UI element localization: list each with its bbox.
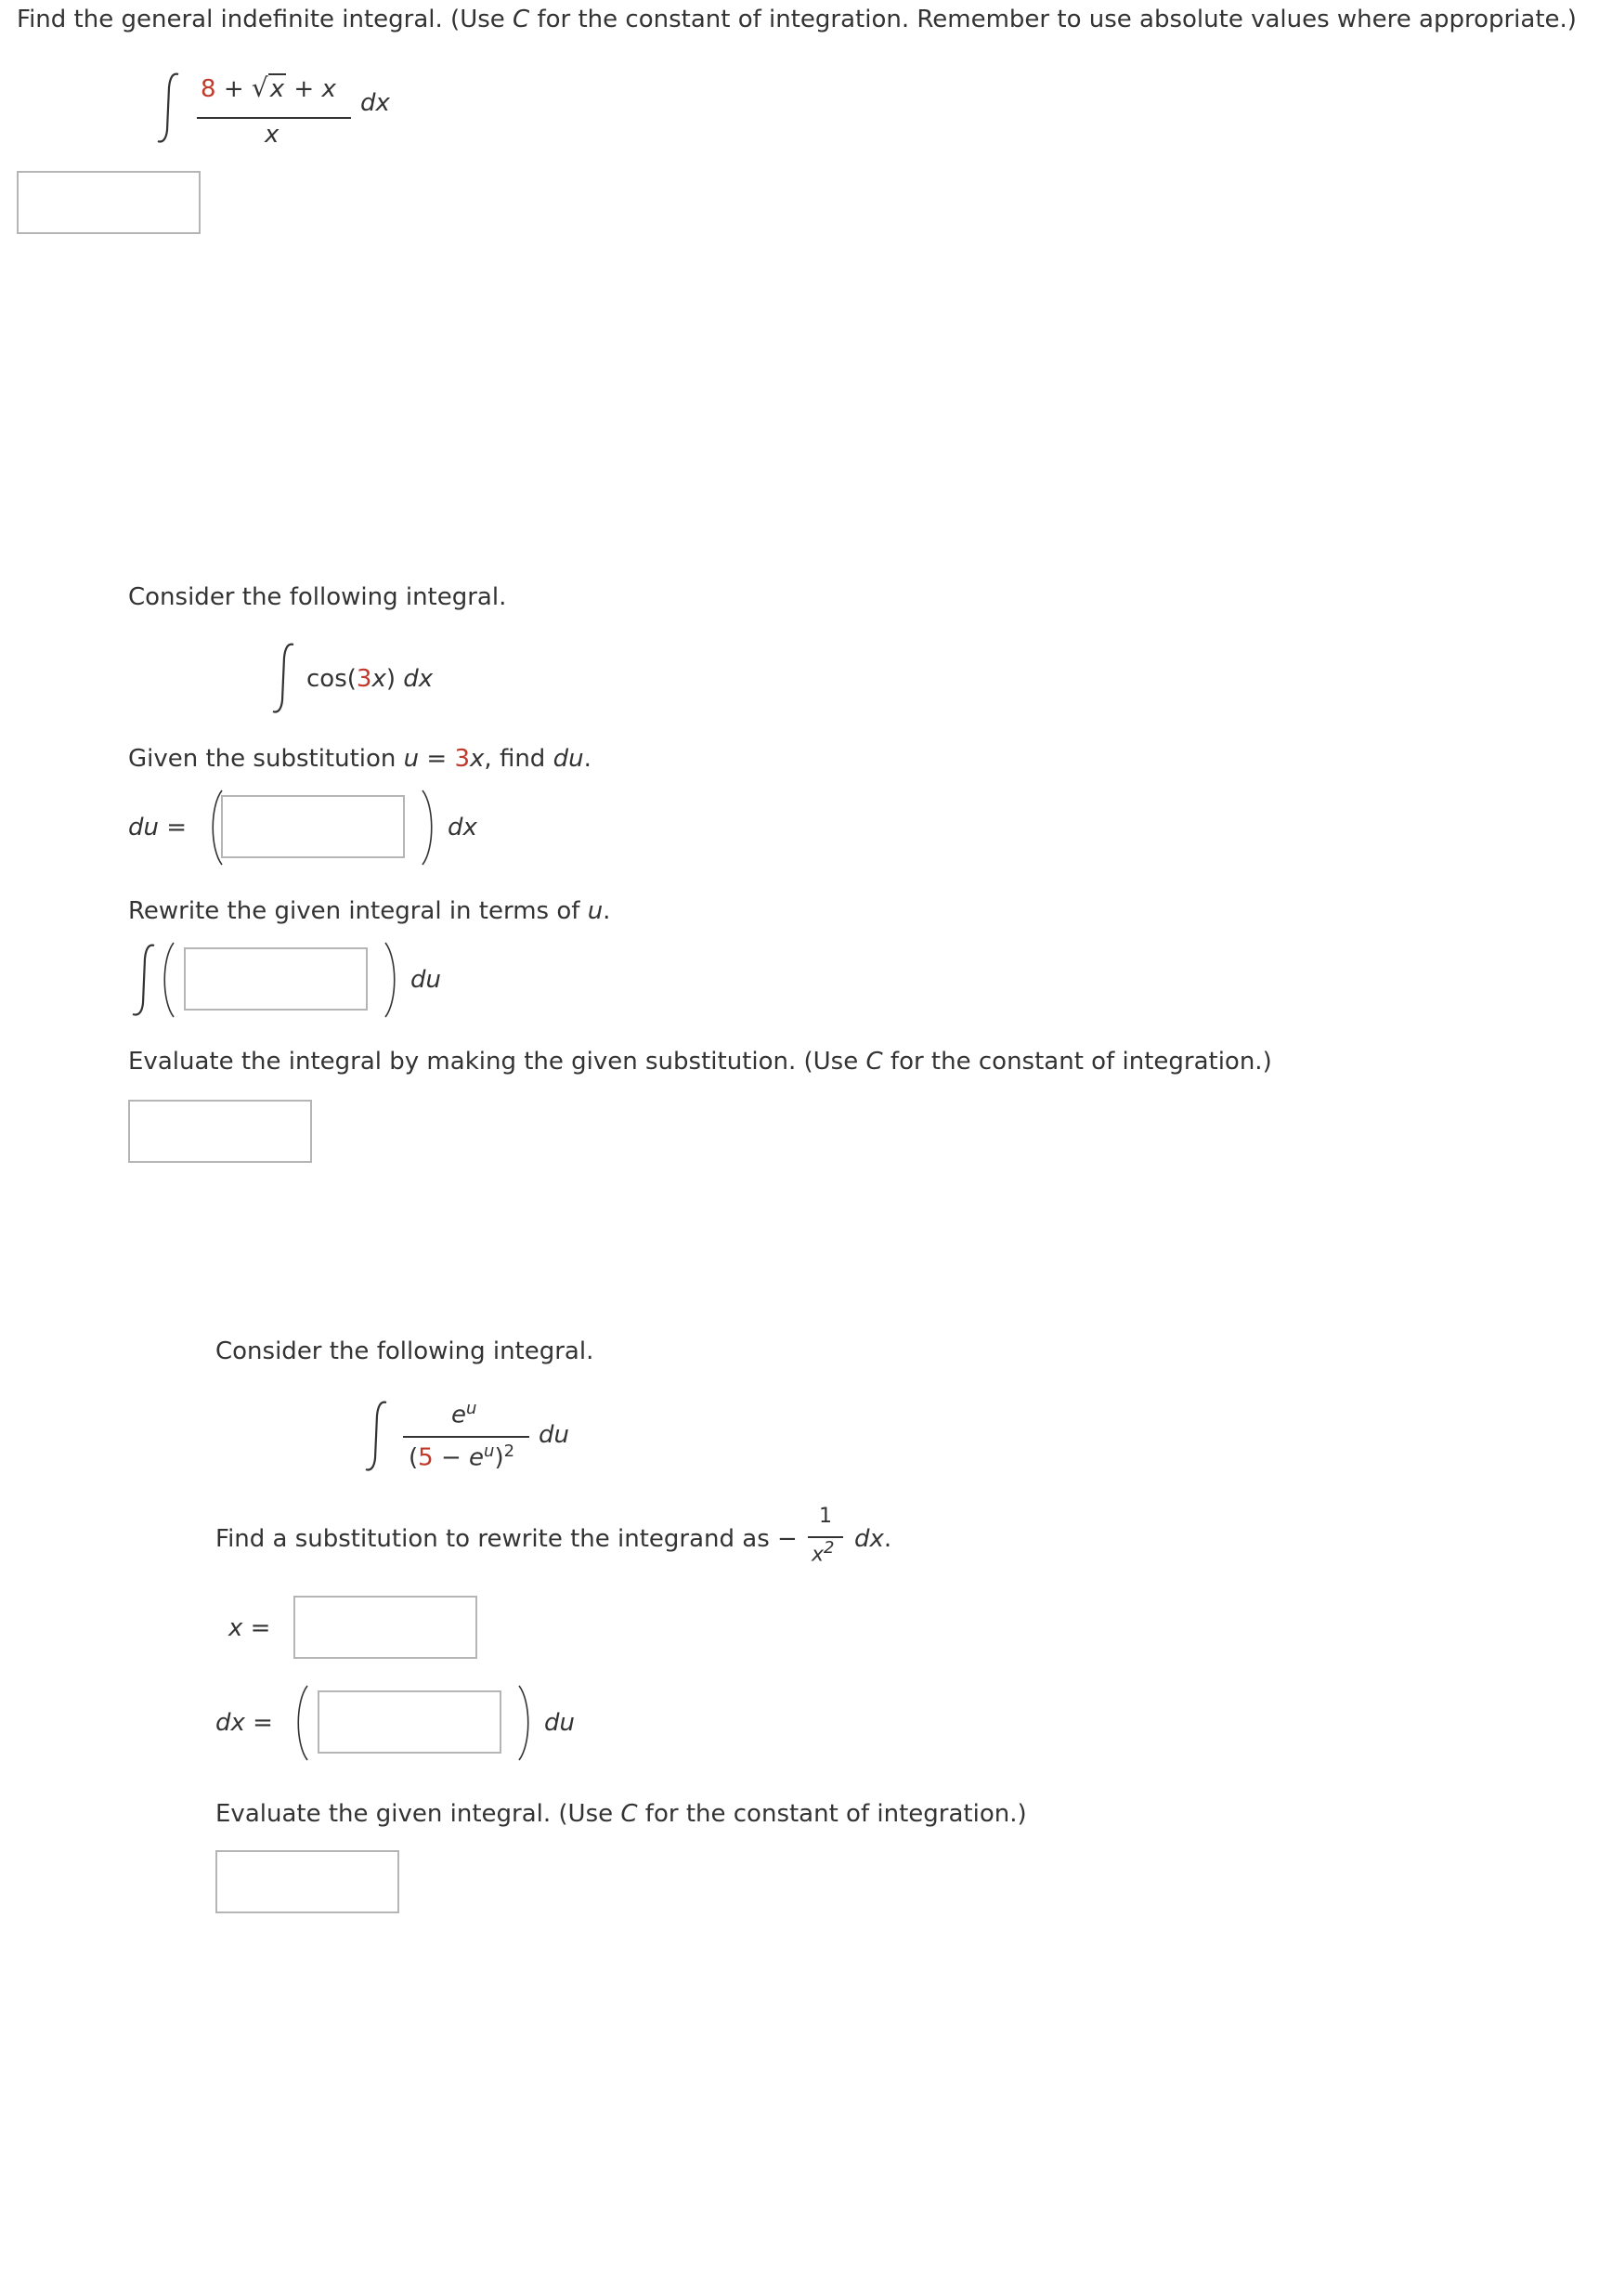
q2-dx: dx [403, 665, 434, 693]
q2-du-equation-label [128, 814, 187, 841]
q3-evaluate-c: C [620, 1800, 638, 1828]
q3-dx-label [215, 1709, 273, 1737]
q3-x-input[interactable] [293, 1596, 477, 1659]
q3-integral-sign [362, 1399, 392, 1473]
q2-sub-coef: 3 [454, 745, 471, 773]
q2-period: . [583, 745, 592, 773]
q2-evaluate-post: for the constant of integration.) [882, 1048, 1272, 1076]
q1-answer-input[interactable] [17, 171, 201, 234]
q3-den-power: 2 [503, 1442, 515, 1461]
q2-integrand [306, 665, 433, 693]
q3-x-var: x [228, 1614, 243, 1642]
q3-evaluate-pre: Evaluate the given integral. (Use [215, 1800, 621, 1828]
q2-du-label: du [552, 745, 584, 773]
q3-dx-input[interactable] [318, 1690, 501, 1754]
q3-den-minus: − [440, 1443, 462, 1472]
right-paren-icon [516, 1683, 533, 1763]
q2-intro: Consider the following integral. [128, 583, 507, 611]
q3-denominator [409, 1442, 514, 1472]
q1-instruction-c: C [513, 6, 530, 33]
q2-coef: 3 [356, 665, 372, 693]
q3-dx-eq: = [253, 1709, 273, 1737]
q3-den-open: ( [409, 1443, 419, 1472]
q1-plus2: + [293, 75, 315, 103]
q2-evaluate-line [128, 1048, 1272, 1076]
q1-instruction-post: for the constant of integration. Remember to use absolute values where appropriate.) [529, 6, 1577, 33]
q2-du-dx: dx [448, 814, 477, 841]
q3-den-close: ) [494, 1443, 504, 1472]
q2-sub-var: x [470, 745, 485, 773]
q2-close: ) [385, 665, 396, 693]
q2-evaluate-input[interactable] [128, 1100, 312, 1163]
q2-given-text: Given the substitution [128, 745, 404, 773]
q2-given-tail: , find [484, 745, 553, 773]
q2-du-eq-label: du [128, 814, 159, 841]
q1-num-const: 8 [201, 75, 216, 103]
q1-fraction-bar [197, 117, 351, 119]
q3-fraction-bar [403, 1436, 529, 1438]
q3-num-exp: u [466, 1399, 477, 1418]
q3-dx-var: dx [215, 1709, 245, 1737]
q2-given-line [128, 745, 592, 773]
right-paren-icon [383, 940, 399, 1020]
q1-denominator: x [265, 121, 280, 149]
q3-x-label [228, 1614, 270, 1642]
q3-den-const: 5 [418, 1443, 434, 1472]
q3-den-base: e [469, 1443, 485, 1472]
q3-intro: Consider the following integral. [215, 1337, 594, 1365]
q3-evaluate-post: for the constant of integration.) [637, 1800, 1027, 1828]
q2-rewrite-text: Rewrite the given integral in terms of [128, 897, 588, 925]
q3-frac-dx [854, 1525, 891, 1553]
q2-equals: = [426, 745, 448, 773]
q1-instruction [17, 6, 1577, 33]
q3-frac-den-base: x [812, 1543, 825, 1567]
q2-integral-sign [269, 641, 299, 715]
q2-rewrite-line [128, 897, 610, 925]
q2-du-eq-sign: = [166, 814, 188, 841]
q1-plus1: + [223, 75, 244, 103]
q3-evaluate-line [215, 1800, 1027, 1828]
q2-var: x [371, 665, 386, 693]
q3-frac-den-exp: 2 [824, 1538, 835, 1558]
left-paren-icon [293, 1683, 310, 1763]
q3-den-exp: u [484, 1442, 495, 1461]
q3-du: du [539, 1421, 569, 1449]
q3-frac-period: . [883, 1525, 892, 1553]
q2-du-input[interactable] [221, 795, 405, 858]
q2-rewrite-period: . [603, 897, 611, 925]
q2-evaluate-c: C [865, 1048, 883, 1076]
q3-frac-num: 1 [819, 1505, 832, 1528]
q3-x-eq: = [250, 1614, 271, 1642]
q2-u: u [403, 745, 420, 773]
q3-frac-dx-label: dx [854, 1525, 884, 1553]
q1-instruction-pre: Find the general indefinite integral. (Use [17, 6, 514, 33]
q1-num-var: x [321, 75, 336, 103]
sqrt-symbol: √ [251, 72, 268, 103]
q1-dx: dx [360, 89, 390, 117]
q3-numerator [451, 1399, 476, 1429]
q3-find-text: Find a substitution to rewrite the integrand as − [215, 1525, 798, 1553]
q1-numerator [201, 72, 336, 103]
q2-rewrite-du: du [410, 966, 441, 994]
q1-sqrt-var: x [269, 75, 285, 103]
q2-rewrite-integral-sign [128, 942, 160, 1018]
right-paren-icon [420, 788, 436, 868]
q2-rewrite-var: u [587, 897, 604, 925]
q2-evaluate-pre: Evaluate the integral by making the given substitution. (Use [128, 1048, 866, 1076]
q3-dx-du: du [544, 1709, 575, 1737]
q2-integrand-input[interactable] [184, 947, 368, 1011]
q3-evaluate-input[interactable] [215, 1850, 399, 1913]
q3-num-base: e [451, 1401, 466, 1429]
q2-cos: cos( [306, 665, 357, 693]
left-paren-icon [160, 940, 176, 1020]
q3-frac-den [812, 1538, 834, 1566]
q1-integral-sign [154, 71, 184, 145]
